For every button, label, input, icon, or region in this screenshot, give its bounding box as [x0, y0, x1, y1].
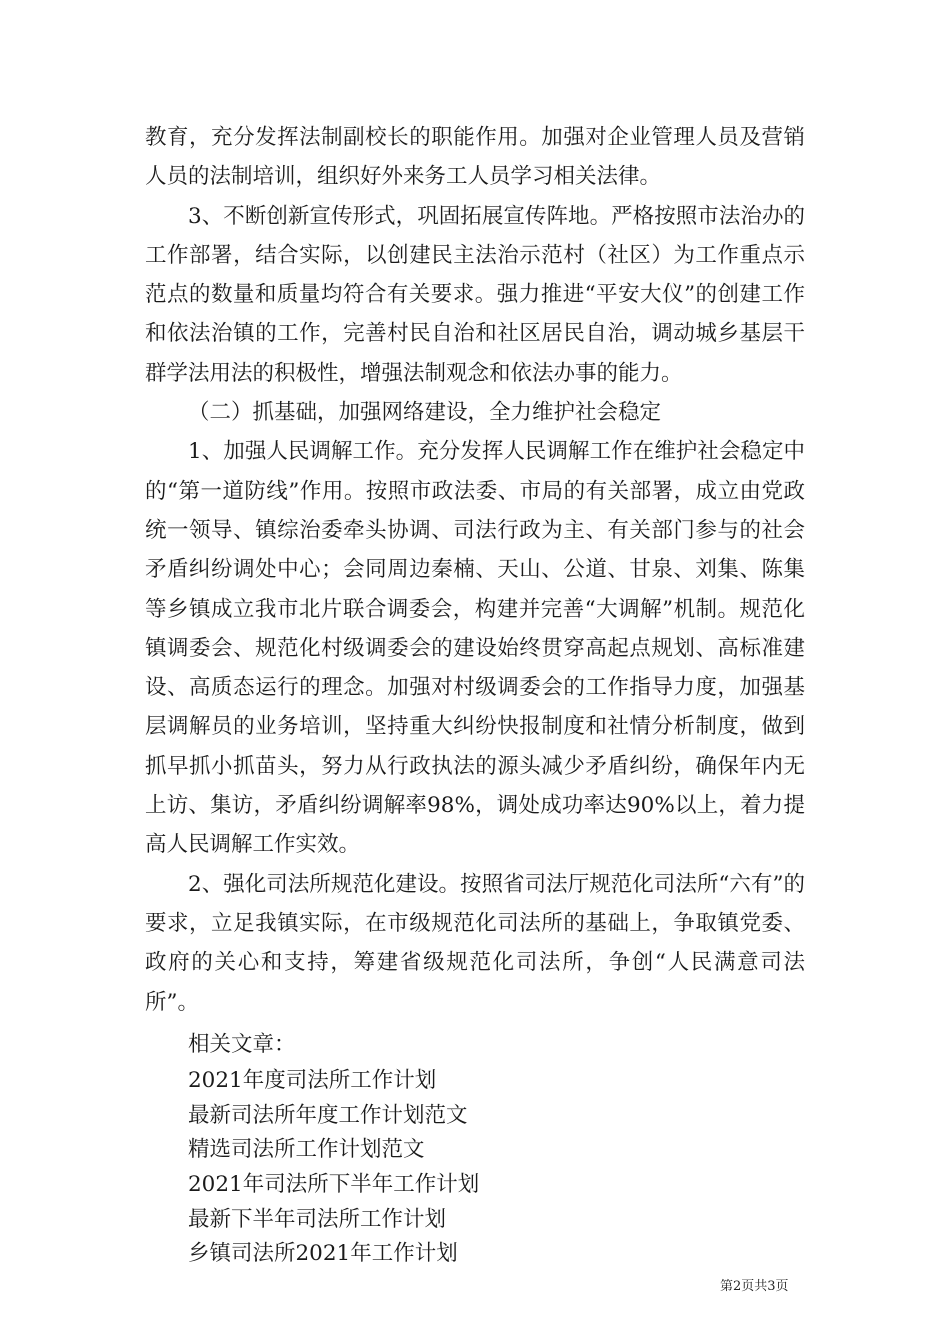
related-article-link[interactable]: 最新下半年司法所工作计划	[188, 1206, 447, 1232]
related-article-link[interactable]: 2021年司法所下半年工作计划	[188, 1171, 480, 1197]
related-article-link[interactable]: 精选司法所工作计划范文	[188, 1137, 425, 1163]
related-articles-list	[145, 1064, 805, 1272]
related-article-link[interactable]: 2021年度司法所工作计划	[188, 1068, 437, 1094]
paragraph-publicity: 3、不断创新宣传形式，巩固拓展宣传阵地。严格按照市法治办的工作部署，结合实际，以创建民主法治示范村（社区）为工作重点示范点的数量和质量均符合有关要求。强力推进“平安大仪”的创建工作和依法治镇的工作，完善村民自治和社区居民自治，调动城乡基层干群学法用法的积极性，增强法制观念和依法办事的能力。	[145, 203, 805, 386]
page-number: 第2页共3页	[720, 1279, 789, 1294]
related-article-link[interactable]: 最新司法所年度工作计划范文	[188, 1102, 468, 1128]
related-article-link[interactable]: 乡镇司法所2021年工作计划	[188, 1241, 458, 1267]
paragraph-continuation: 教育，充分发挥法制副校长的职能作用。加强对企业管理人员及营销人员的法制培训，组织好外来务工人员学习相关法律。	[145, 125, 805, 190]
section-heading: （二）抓基础，加强网络建设，全力维护社会稳定	[188, 400, 662, 426]
paragraph-standardization: 2、强化司法所规范化建设。按照省司法厅规范化司法所“六有”的要求，立足我镇实际，在市级规范化司法所的基础上，争取镇党委、政府的关心和支持，筹建省级规范化司法所，争创“人民满意司法所”。	[145, 871, 805, 1015]
paragraph-mediation: 1、加强人民调解工作。充分发挥人民调解工作在维护社会稳定中的“第一道防线”作用。按照市政法委、市局的有关部署，成立由党政统一领导、镇综治委牵头协调、司法行政为主、有关部门参与的社会矛盾纠纷调处中心；会同周边秦楠、天山、公道、甘泉、刘集、陈集等乡镇成立我市北片联合调委会，构建并完善“大调解”机制。规范化镇调委会、规范化村级调委会的建设始终贯穿高起点规划、高标准建设、高质态运行的理念。加强对村级调委会的工作指导力度，加强基层调解员的业务培训，坚持重大纠纷快报制度和社情分析制度，做到抓早抓小抓苗头，努力从行政执法的源头减少矛盾纠纷，确保年内无上访、集访，矛盾纠纷调解率98%，调处成功率达90%以上，着力提高人民调解工作实效。	[145, 439, 805, 858]
document-body	[145, 118, 805, 1272]
related-articles-title: 相关文章：	[188, 1031, 296, 1057]
